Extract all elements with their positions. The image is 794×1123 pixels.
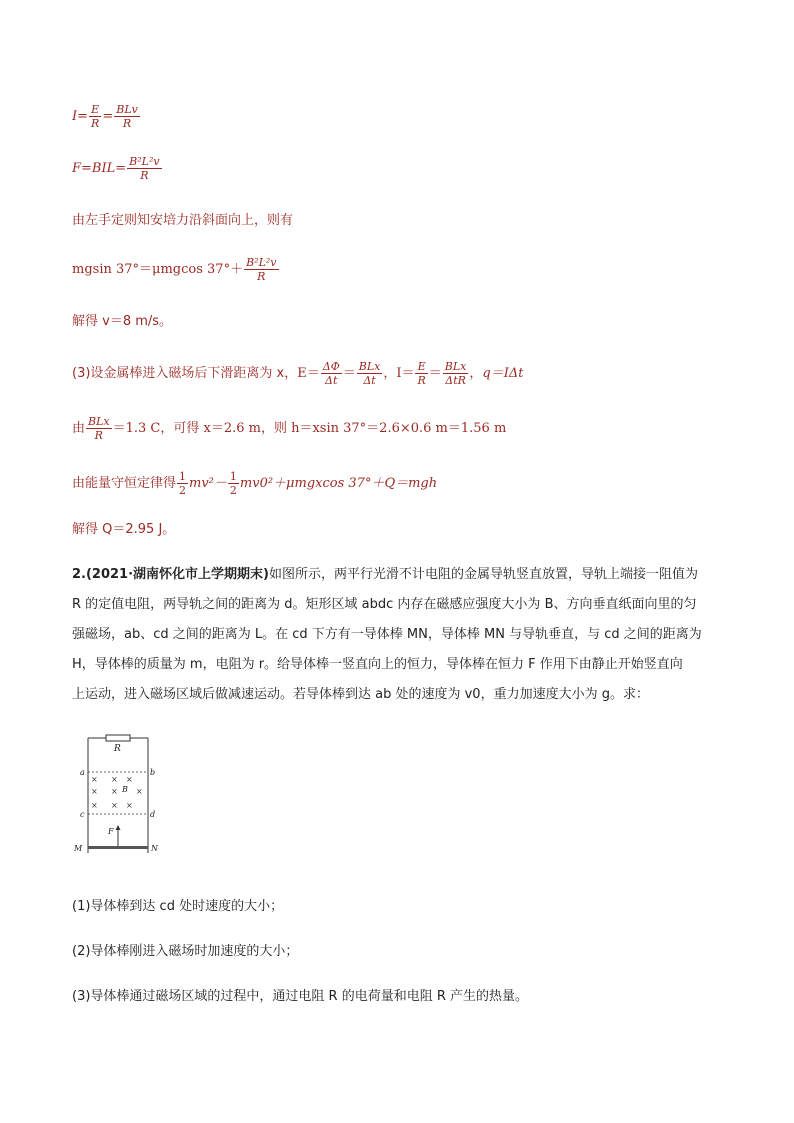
frac-num: 1: [179, 470, 187, 483]
problem-2-line-3: 强磁场，ab、cd 之间的距离为 L。在 cd 下方有一导体棒 MN，导体棒 MN 与导轨垂直，与 cd 之间的距离为: [72, 627, 702, 642]
frac-num: BLx: [88, 415, 110, 428]
part3-e-lhs: E＝: [297, 366, 320, 381]
part3-i-lhs: I＝: [396, 366, 415, 381]
label-M: M: [74, 844, 83, 853]
energy-frac1: [177, 470, 188, 497]
frac-den: 2: [229, 484, 237, 497]
energy-frac2: [228, 470, 239, 497]
label-a: a: [80, 768, 85, 777]
rail-diagram: [70, 730, 170, 860]
problem-2-line-4: H，导体棒的质量为 m，电阻为 r。给导体棒一竖直向上的恒力，导体棒在恒力 F 作用下由静止开始竖直向: [72, 657, 683, 672]
frac-den: Δt: [363, 374, 376, 387]
label-c: c: [80, 810, 85, 819]
frac-num: ΔΦ: [322, 360, 340, 373]
eq-force-lhs: F: [72, 161, 82, 176]
frac-den: R: [257, 270, 266, 283]
question-1: (1)导体棒到达 cd 处时速度的大小；: [72, 899, 284, 914]
eq-current-eq2: =: [102, 109, 114, 124]
problem-number: 2.: [72, 567, 86, 582]
frac-num: B²L²v: [129, 155, 160, 168]
label-N: N: [151, 844, 158, 853]
charge-frac: [86, 415, 112, 442]
eq-balance-lhs: mgsin 37°＝μmgcos 37°＋: [72, 262, 244, 277]
eq-force-frac: [127, 155, 161, 182]
question-3: (3)导体棒通过磁场区域的过程中，通过电阻 R 的电荷量和电阻 R 产生的热量。: [72, 989, 529, 1004]
charge-prefix: 由: [72, 421, 86, 436]
charge-suffix: ＝1.3 C，可得 x＝2.6 m，则 h＝xsin 37°＝2.6×0.6 m＝1.56 m: [112, 421, 507, 436]
label-d: d: [150, 810, 156, 819]
eq-current-frac2: [114, 103, 140, 130]
force-arrow-head: [116, 825, 121, 830]
frac-num: BLx: [444, 360, 467, 373]
eq-current-eq1: =: [77, 109, 89, 124]
frac-num: B²L²v: [246, 256, 277, 269]
problem-2: [72, 560, 724, 710]
energy-prefix: 由能量守恒定律得: [72, 476, 177, 491]
note-left-hand: 由左手定则知安培力沿斜面向上，则有: [72, 213, 294, 228]
problem-source: (2021·湖南怀化市上学期期末): [85, 567, 269, 582]
frac-num: E: [89, 103, 101, 117]
problem-2-line-1: [72, 560, 724, 590]
eq-balance: [72, 256, 280, 283]
eq-current: [72, 103, 141, 130]
cross-mark: ×: [91, 775, 98, 784]
part3-e-frac1: [321, 360, 342, 387]
frac-den: Δt: [325, 374, 338, 387]
frac-num: E: [415, 360, 427, 374]
eq-force: [72, 155, 163, 182]
part3-q: q＝IΔt: [482, 366, 524, 381]
cross-mark: ×: [91, 787, 98, 796]
cross-mark: ×: [111, 775, 118, 784]
frac-den: R: [140, 169, 149, 182]
rod-MN: [88, 846, 148, 849]
frac-den: ΔtR: [445, 374, 466, 387]
cross-mark: ×: [111, 801, 118, 810]
frac-den: R: [94, 429, 103, 442]
cross-mark: ×: [136, 787, 143, 796]
eq-force-mid: =BIL=: [81, 161, 127, 176]
part3-i-frac2: [443, 360, 469, 387]
problem-2-line-5: 上运动，进入磁场区域后做减速运动。若导体棒到达 ab 处的速度为 v0，重力加速度大小为 g。求：: [72, 687, 649, 702]
part3-prefix: (3)设金属棒进入磁场后下滑距离为 x，: [72, 366, 298, 381]
part3-i-eq: ＝: [428, 366, 442, 381]
frac-den: R: [122, 117, 132, 130]
part3-i-frac1: [415, 360, 427, 387]
part3-line: [72, 360, 523, 387]
problem-2-line-2: R 的定值电阻，两导轨之间的距离为 d。矩形区域 abdc 内存在磁感应强度大小为 B、方向垂直纸面向里的匀: [72, 597, 697, 612]
energy-suffix: mv0²＋μmgxcos 37°＋Q＝mgh: [239, 476, 438, 491]
cross-mark: ×: [91, 801, 98, 810]
eq-current-frac1: [89, 103, 101, 130]
resistor: [106, 735, 130, 741]
part3-sep2: ，: [469, 366, 483, 381]
cross-mark: ×: [126, 775, 133, 784]
eq-balance-frac: [244, 256, 278, 283]
result-q: 解得 Q＝2.95 J。: [72, 522, 176, 537]
problem-text: 如图所示，两平行光滑不计电阻的金属导轨竖直放置，导轨上端接一阻值为: [269, 567, 699, 582]
energy-mid: mv²－: [189, 476, 227, 491]
eq-current-lhs: I: [72, 109, 78, 124]
label-R: R: [114, 744, 121, 754]
label-F: F: [108, 827, 114, 836]
part3-sep1: ，: [383, 366, 397, 381]
part3-e-eq: ＝: [342, 366, 356, 381]
question-2: (2)导体棒刚进入磁场时加速度的大小；: [72, 944, 299, 959]
frac-den: 2: [179, 484, 187, 497]
cross-mark: ×: [126, 801, 133, 810]
result-v: 解得 v＝8 m/s。: [72, 314, 173, 329]
part3-e-frac2: [357, 360, 383, 387]
label-b: b: [150, 768, 156, 777]
label-B: B: [122, 785, 128, 794]
field-crosses: [91, 775, 143, 810]
frac-den: R: [91, 117, 100, 130]
cross-mark: ×: [111, 787, 118, 796]
energy-line: [72, 470, 437, 497]
frac-num: BLv: [116, 103, 138, 116]
frac-num: BLx: [358, 360, 381, 373]
charge-line: [72, 415, 506, 442]
frac-den: R: [417, 374, 426, 387]
frac-num: 1: [229, 470, 237, 483]
